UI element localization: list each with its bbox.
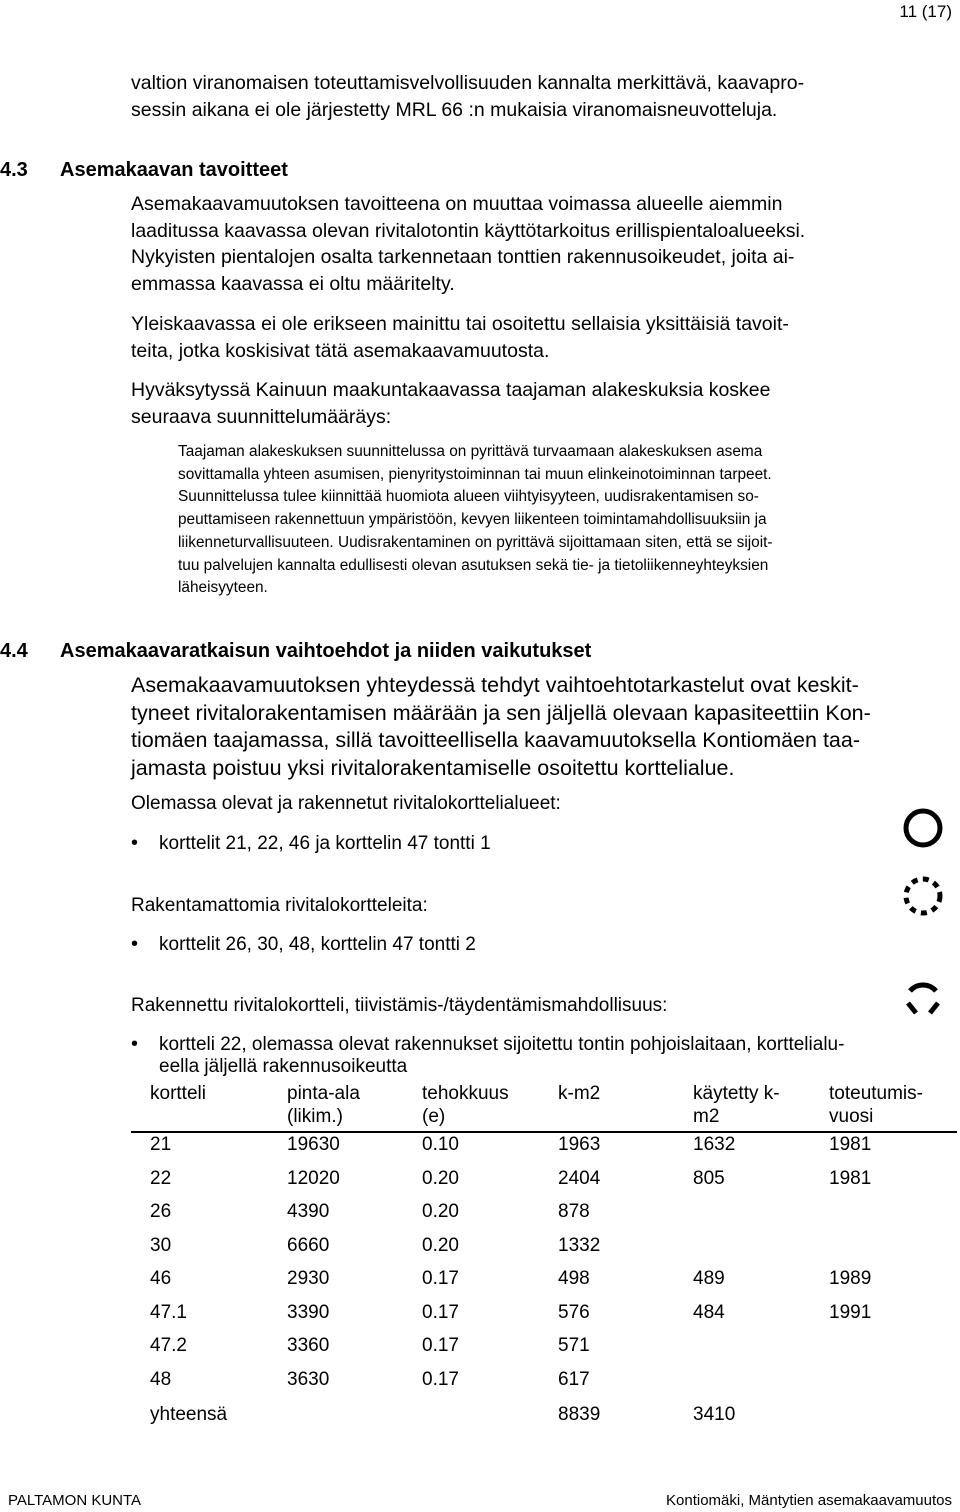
table-cell: 1981 — [829, 1134, 872, 1155]
table-cell: 2930 — [287, 1268, 330, 1289]
text-line: peuttamiseen rakennettuun ympäristöön, kevyen liikenteen toimintamahdollisuuksiin ja — [178, 511, 767, 529]
unbuilt-blocks-heading: Rakentamattomia rivitalokortteleita: — [131, 895, 428, 916]
text-line: jamasta poistuu yksi rivitalorakentamiselle osoitettu korttelialue. — [131, 755, 735, 780]
page-number: 11 (17) — [899, 2, 952, 21]
text-line: valtion viranomaisen toteuttamisvelvollisuuden kannalta merkittävä, kaavapro- — [131, 72, 805, 94]
bullet-text: korttelit 21, 22, 46 ja korttelin 47 tontti 1 — [159, 833, 491, 854]
table-cell: 12020 — [287, 1168, 340, 1189]
table-header-cell — [287, 1082, 360, 1128]
circle-open-arcs-icon — [900, 975, 946, 1021]
built-block-heading: Rakennettu rivitalokortteli, tiivistämis-/täydentämismahdollisuus: — [131, 995, 668, 1016]
table-cell: 0.17 — [422, 1335, 459, 1356]
header-text: k-m2 — [558, 1083, 601, 1104]
bullet-text: korttelit 26, 30, 48, korttelin 47 tontti 2 — [159, 934, 476, 955]
header-text: tehokkuus — [422, 1083, 509, 1104]
table-cell: 22 — [150, 1168, 172, 1189]
text-line: laaditussa kaavassa olevan rivitalotontin käyttötarkoitus erillispientaloalueeksi. — [131, 219, 806, 242]
table-cell: 576 — [558, 1302, 590, 1323]
table-cell: 48 — [150, 1369, 172, 1390]
table-cell: 3410 — [693, 1404, 736, 1425]
table-cell: 498 — [558, 1268, 590, 1289]
text-line: Taajaman alakeskuksen suunnittelussa on pyrittävä turvaamaan alakeskuksen asema — [178, 443, 763, 460]
footer-municipality: PALTAMON KUNTA — [8, 1492, 142, 1509]
table-cell: 3390 — [287, 1302, 330, 1323]
table-header-rule — [131, 1131, 957, 1133]
table-cell: 2404 — [558, 1168, 601, 1189]
text-line: teita, jotka koskisivat tätä asemakaavamuutosta. — [131, 339, 550, 362]
text-line: läheisyyteen. — [178, 579, 268, 597]
table-cell: yhteensä — [150, 1404, 228, 1425]
table-cell: 0.20 — [422, 1235, 459, 1256]
table-cell: 805 — [693, 1168, 725, 1189]
paragraph — [131, 377, 951, 430]
bullet-text: kortteli 22, olemassa olevat rakennukset sijoitettu tontin pohjoislaitaan, korttelialu- — [159, 1034, 845, 1055]
table-header-cell — [422, 1082, 509, 1128]
table-cell: 0.17 — [422, 1268, 459, 1289]
table-cell: 0.20 — [422, 1168, 459, 1189]
text-line: Yleiskaavassa ei ole erikseen mainittu tai osoitettu sellaisia yksittäisiä tavoit- — [131, 313, 789, 335]
table-cell: 484 — [693, 1302, 725, 1323]
table-cell: 3630 — [287, 1369, 330, 1390]
table-cell: 8839 — [558, 1404, 601, 1425]
footer-plan-name: Kontiomäki, Mäntytien asemakaavamuutos — [666, 1492, 952, 1509]
table-cell: 30 — [150, 1235, 172, 1256]
header-text: käytetty k- — [693, 1083, 780, 1104]
text-line: Nykyisten pientalojen osalta tarkennetaan tonttien rakennusoikeudet, joita ai- — [131, 246, 795, 268]
table-cell: 617 — [558, 1369, 590, 1390]
circle-dashed-icon — [900, 873, 946, 919]
header-text: vuosi — [829, 1106, 874, 1127]
table-cell: 1981 — [829, 1168, 872, 1189]
table-header-cell — [829, 1082, 923, 1128]
section-number: 4.4 — [0, 640, 28, 662]
table-cell: 1991 — [829, 1302, 872, 1323]
table-cell: 0.10 — [422, 1134, 459, 1155]
table-cell: 1963 — [558, 1134, 601, 1155]
paragraph — [131, 311, 951, 364]
table-cell: 878 — [558, 1201, 590, 1222]
table-cell: 19630 — [287, 1134, 340, 1155]
table-cell: 3360 — [287, 1335, 330, 1356]
table-cell: 489 — [693, 1268, 725, 1289]
header-text: (likim.) — [287, 1106, 343, 1127]
table-cell: 26 — [150, 1201, 172, 1222]
table-cell: 21 — [150, 1134, 172, 1155]
table-cell: 1632 — [693, 1134, 736, 1155]
text-line: Hyväksytyssä Kainuun maakuntakaavassa taajaman alakeskuksia koskee — [131, 379, 771, 401]
text-line: tiomäen taajamassa, sillä tavoitteellisella kaavamuutoksella Kontiomäen taa- — [131, 728, 860, 752]
intro-paragraph — [131, 70, 951, 123]
existing-blocks-heading: Olemassa olevat ja rakennetut rivitalokorttelialueet: — [131, 793, 561, 814]
table-cell: 1332 — [558, 1235, 601, 1256]
text-line: tuu palvelujen kannalta edullisesti olevan asutuksen sekä tie- ja tietoliikenneyhteyksien — [178, 556, 769, 574]
text-line: seuraava suunnittelumääräys: — [131, 405, 392, 428]
header-text: kortteli — [150, 1083, 206, 1104]
table-cell: 571 — [558, 1335, 590, 1356]
text-line: sovittamalla yhteen asumisen, pienyritystoiminnan tai muun elinkeinotoiminnan tarpeet. — [178, 465, 772, 483]
header-text: m2 — [693, 1106, 720, 1127]
table-cell: 4390 — [287, 1201, 330, 1222]
header-text: pinta-ala — [287, 1083, 360, 1104]
table-header-cell — [558, 1082, 600, 1105]
circle-solid-icon — [900, 805, 946, 851]
bullet-icon: • — [131, 933, 139, 955]
section-number: 4.3 — [0, 159, 28, 181]
text-line: emmassa kaavassa ei oltu määritelty. — [131, 272, 455, 295]
table-cell: 46 — [150, 1268, 172, 1289]
bullet-icon: • — [131, 1033, 139, 1055]
bullet-icon: • — [131, 832, 139, 854]
table-cell: 0.17 — [422, 1369, 459, 1390]
text-line: Suunnittelussa tulee kiinnittää huomiota alueen viihtyisyyteen, uudisrakentamisen so- — [178, 488, 759, 506]
table-header-cell — [150, 1082, 206, 1105]
text-line: liikenneturvallisuuteen. Uudisrakentaminen on pyrittävä sijoittamaan siten, että se sijoit- — [178, 533, 773, 551]
bullet-text: eella jäljellä rakennusoikeutta — [159, 1056, 408, 1077]
table-header-cell — [693, 1082, 780, 1128]
table-cell: 47.2 — [150, 1335, 187, 1356]
paragraph — [131, 191, 951, 297]
table-cell: 6660 — [287, 1235, 330, 1256]
text-line: tyneet rivitalorakentamisen määrään ja sen jäljellä olevaan kapasiteettiin Kon- — [131, 700, 871, 725]
section-title: Asemakaavaratkaisun vaihtoehdot ja niiden vaikutukset — [60, 640, 592, 662]
section-title: Asemakaavan tavoitteet — [60, 159, 288, 181]
planning-regulation-quote — [178, 441, 950, 600]
text-line: sessin aikana ei ole järjestetty MRL 66 :n mukaisia viranomaisneuvotteluja. — [131, 98, 778, 121]
text-line: Asemakaavamuutoksen tavoitteena on muuttaa voimassa alueelle aiemmin — [131, 193, 783, 215]
paragraph — [131, 672, 951, 782]
table-cell: 0.20 — [422, 1201, 459, 1222]
text-line: Asemakaavamuutoksen yhteydessä tehdyt vaihtoehtotarkastelut ovat keskit- — [131, 673, 859, 697]
table-cell: 1989 — [829, 1268, 872, 1289]
header-text: toteutumis- — [829, 1083, 923, 1104]
header-text: (e) — [422, 1106, 446, 1127]
table-cell: 47.1 — [150, 1302, 187, 1323]
table-cell: 0.17 — [422, 1302, 459, 1323]
